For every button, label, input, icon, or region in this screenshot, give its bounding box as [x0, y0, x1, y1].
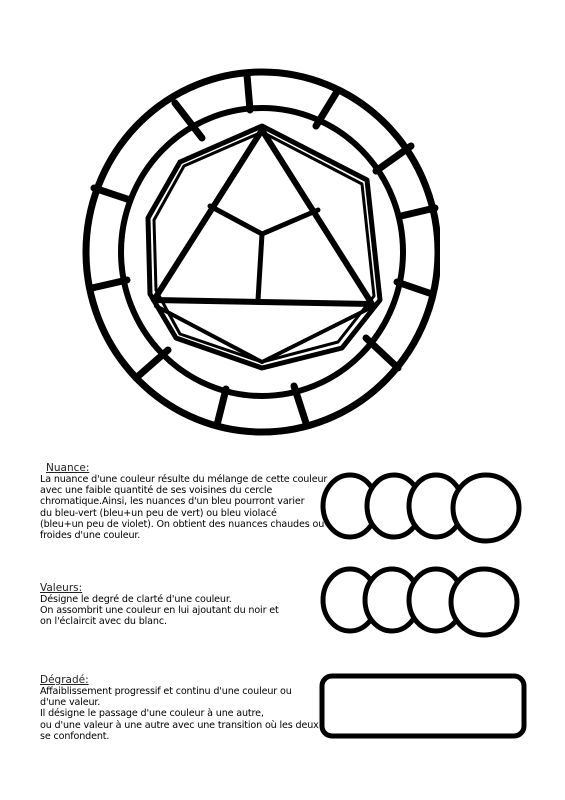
- color-wheel-diagram: [80, 68, 440, 436]
- section-valeurs: [40, 582, 325, 628]
- section-heading-degrade: Dégradé:: [40, 674, 89, 686]
- text-line: se confondent.: [40, 730, 110, 742]
- section-body-nuance: [40, 474, 328, 542]
- wheel-secondary-lines: [156, 306, 370, 362]
- gradient-box: [318, 670, 528, 740]
- wheel-hexagon: [148, 126, 380, 368]
- text-line: du bleu-vert (bleu+un peu de vert) ou bleu violacé: [40, 507, 277, 519]
- section-heading-valeurs: Valeurs:: [40, 582, 83, 594]
- swatch-circle: [451, 569, 517, 635]
- text-line: Affaiblissement progressif et continu d'une couleur ou: [40, 686, 292, 697]
- section-heading-nuance: Nuance:: [46, 462, 90, 474]
- text-line: chromatique.Ainsi, les nuances d'un bleu pourront varier: [40, 496, 305, 508]
- wheel-primary-triangle: [154, 130, 372, 304]
- text-line: on l'éclaircit avec du blanc.: [40, 616, 167, 628]
- section-nuance: [40, 462, 328, 542]
- section-body-degrade: [40, 686, 325, 742]
- text-line: d'une valeur.: [40, 697, 101, 709]
- text-line: ou d'une valeur à une autre avec une transition où les deux: [40, 719, 319, 731]
- valeurs-swatch-row: [318, 562, 528, 642]
- wheel-center-y: [210, 206, 318, 300]
- text-line: Désigne le degré de clarté d'une couleur.: [40, 594, 232, 605]
- text-line: froides d'une couleur.: [40, 530, 141, 542]
- text-line: On assombrit une couleur en lui ajoutant du noir et: [40, 605, 279, 617]
- text-line: Il désigne le passage d'une couleur à une autre,: [40, 708, 264, 720]
- section-body-valeurs: [40, 594, 325, 628]
- swatch-circle: [453, 475, 519, 541]
- nuance-swatch-row: [318, 468, 528, 548]
- text-line: (bleu+un peu de violet). On obtient des nuances chaudes ou: [40, 518, 325, 530]
- text-line: avec une faible quantité de ses voisines du cercle: [40, 485, 273, 497]
- text-line: La nuance d'une couleur résulte du mélange de cette couleur: [40, 474, 328, 485]
- section-degrade: [40, 674, 325, 742]
